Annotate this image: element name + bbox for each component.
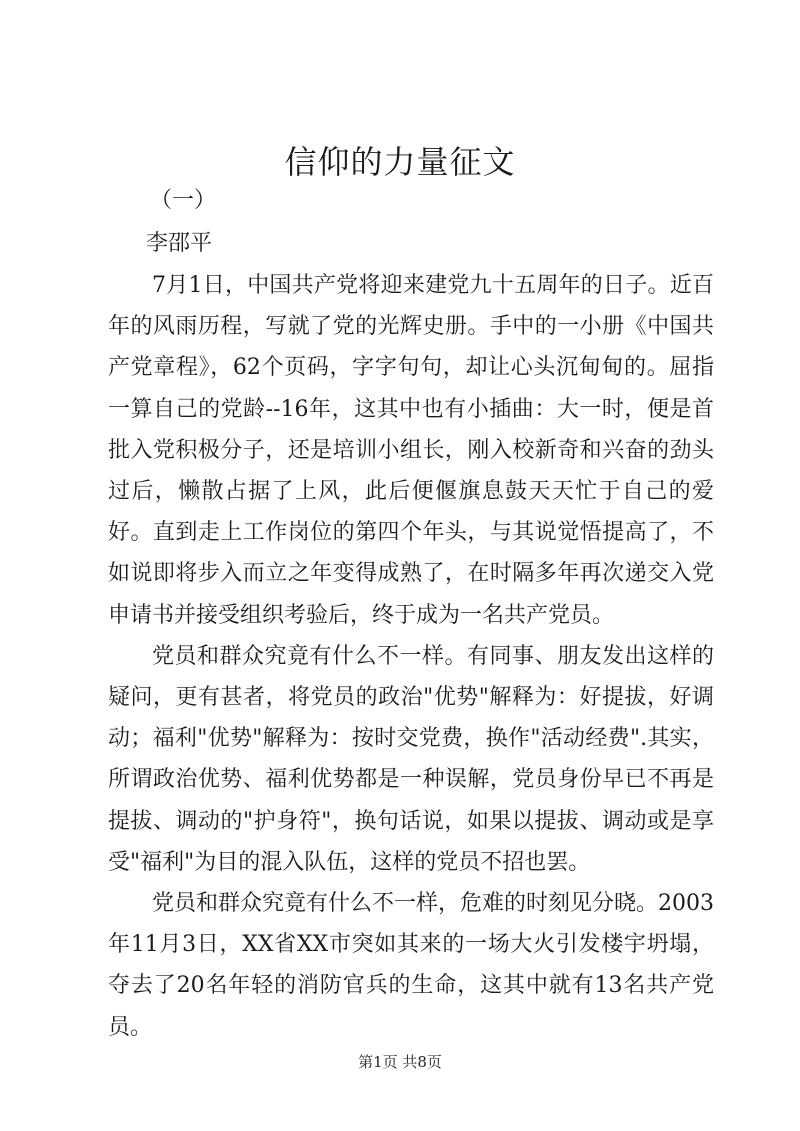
page-indicator: 第1页 共8页 bbox=[358, 1053, 442, 1071]
paragraph-1: 7月1日，中国共产党将迎来建党九十五周年的日子。近百年的风雨历程，写就了党的光辉史册。手中的一小册《中国共产党章程》，62个页码，字字句句，却让心头沉甸甸的。屈指一算自己的党龄--16年，这其中也有小插曲：大一时，便是首批入党积极分子，还是培训小组长，刚入校新奇和兴奋的劲头过后，懒散占据了上风，此后便偃旗息鼓天天忙于自己的爱好。直到走上工作岗位的第四个年头，与其说觉悟提高了，不如说即将步入而立之年变得成熟了，在时隔多年再次递交入党申请书并接受组织考验后，终于成为一名共产党员。 bbox=[108, 273, 714, 628]
paragraph-2: 党员和群众究竟有什么不一样。有同事、朋友发出这样的疑问，更有甚者，将党员的政治"优势"解释为：好提拔，好调动；福利"优势"解释为：按时交党费，换作"活动经费".其实，所谓政治优势、福利优势都是一种误解，党员身份早已不再是提拔、调动的"护身符"，换句话说，如果以提拔、调动或是享受"福利"为目的混入队伍，这样的党员不招也罢。 bbox=[108, 643, 714, 875]
section-marker: （一） bbox=[150, 188, 217, 213]
document-body bbox=[108, 265, 714, 1048]
paragraph-3: 党员和群众究竟有什么不一样，危难的时刻见分晓。2003年11月3日，XX省XX市突如其来的一场大火引发楼宇坍塌，夺去了20名年轻的消防官兵的生命，这其中就有13名共产党员。 bbox=[108, 891, 714, 1040]
document-title: 信仰的力量征文 bbox=[284, 143, 516, 181]
author-name: 李邵平 bbox=[146, 231, 213, 256]
